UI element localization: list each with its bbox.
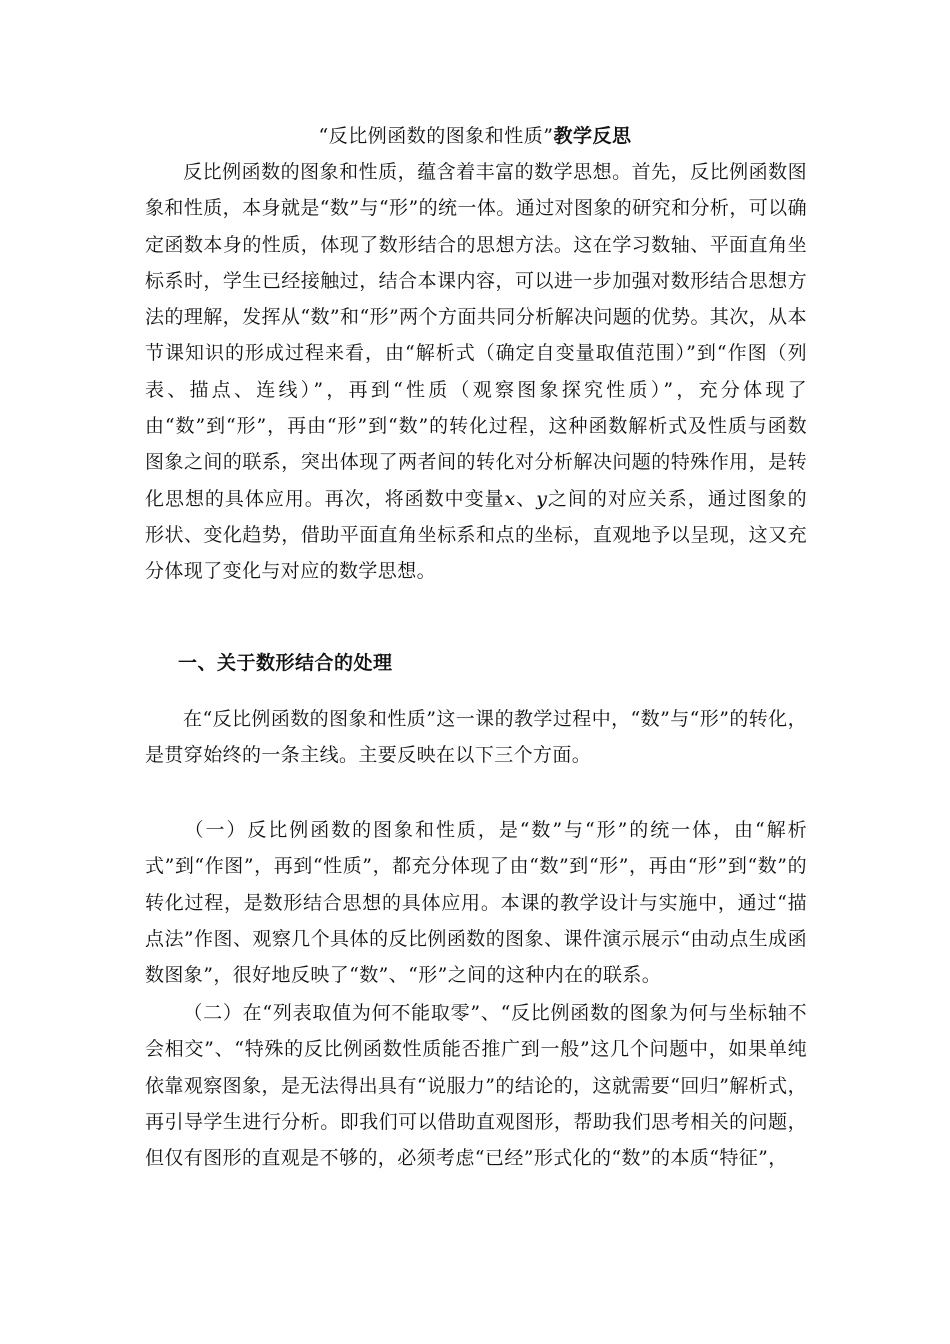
title-suffix: 教学反思: [553, 125, 632, 147]
variable-separator: 、: [515, 487, 537, 510]
title-main: “反比例函数的图象和性质”: [318, 125, 554, 147]
intro-paragraph: [145, 154, 807, 590]
variable-y: y: [536, 487, 548, 510]
section-heading: 一、关于数形结合的处理: [178, 652, 393, 674]
intro-text-after: 之间的对应关系，通过图象的形状、变化趋势，借助平面直角坐标系和点的坐标，直观地予以呈现，这又充分体现了变化与对应的数学思想。: [145, 487, 807, 583]
intro-text-before: 反比例函数的图象和性质，蕴含着丰富的数学思想。首先，反比例函数图象和性质，本身就是“数”与“形”的统一体。通过对图象的研究和分析，可以确定函数本身的性质，体现了数形结合的思想方法。这在学习数轴、平面直角坐标系时，学生已经接触过，结合本课内容，可以进一步加强对数形结合思想方法的理解，发挥从“数”和“形”两个方面共同分析解决问题的优势。其次，从本节课知识的形成过程来看，由“解析式（确定自变量取值范围）”到“作图（列表、描点、连线）”，再到“性质（观察图象探究性质）”，充分体现了由“数”到“形”，再由“形”到“数”的转化过程，这种函数解析式及性质与函数图象之间的联系，突出体现了两者间的转化对分析解决问题的特殊作用，是转化思想的具体应用。再次，将函数中变量: [145, 161, 807, 510]
document-title: [0, 120, 950, 152]
variable-x: x: [504, 487, 516, 510]
section-paragraph-3-text: （二）在“列表取值为何不能取零”、“反比例函数的图象为何与坐标轴不会相交”、“特殊的反比例函数性质能否推广到一般”这几个问题中，如果单纯依靠观察图象，是无法得出具有“说服力”的结论的，这就需要“回归”解析式，再引导学生进行分析。即我们可以借助直观图形，帮助我们思考相关的问题，但仅有图形的直观是不够的，必须考虑“已经”形式化的“数”的本质“特征”，: [145, 1002, 807, 1170]
section-paragraph-1-text: 在“反比例函数的图象和性质”这一课的教学过程中，“数”与“形”的转化，是贯穿始终的一条主线。主要反映在以下三个方面。: [145, 708, 807, 767]
section-paragraph-2: [145, 812, 807, 993]
section-paragraph-2-text: （一）反比例函数的图象和性质，是“数”与“形”的统一体，由“解析式”到“作图”，再到“性质”，都充分体现了由“数”到“形”，再由“形”到“数”的转化过程，是数形结合思想的具体应用。本课的教学设计与实施中，通过“描点法”作图、观察几个具体的反比例函数的图象、课件演示展示“由动点生成函数图象”，很好地反映了“数”、“形”之间的这种内在的联系。: [145, 819, 807, 987]
section-paragraph-3: [145, 995, 807, 1176]
section-paragraph-1: [145, 701, 807, 774]
